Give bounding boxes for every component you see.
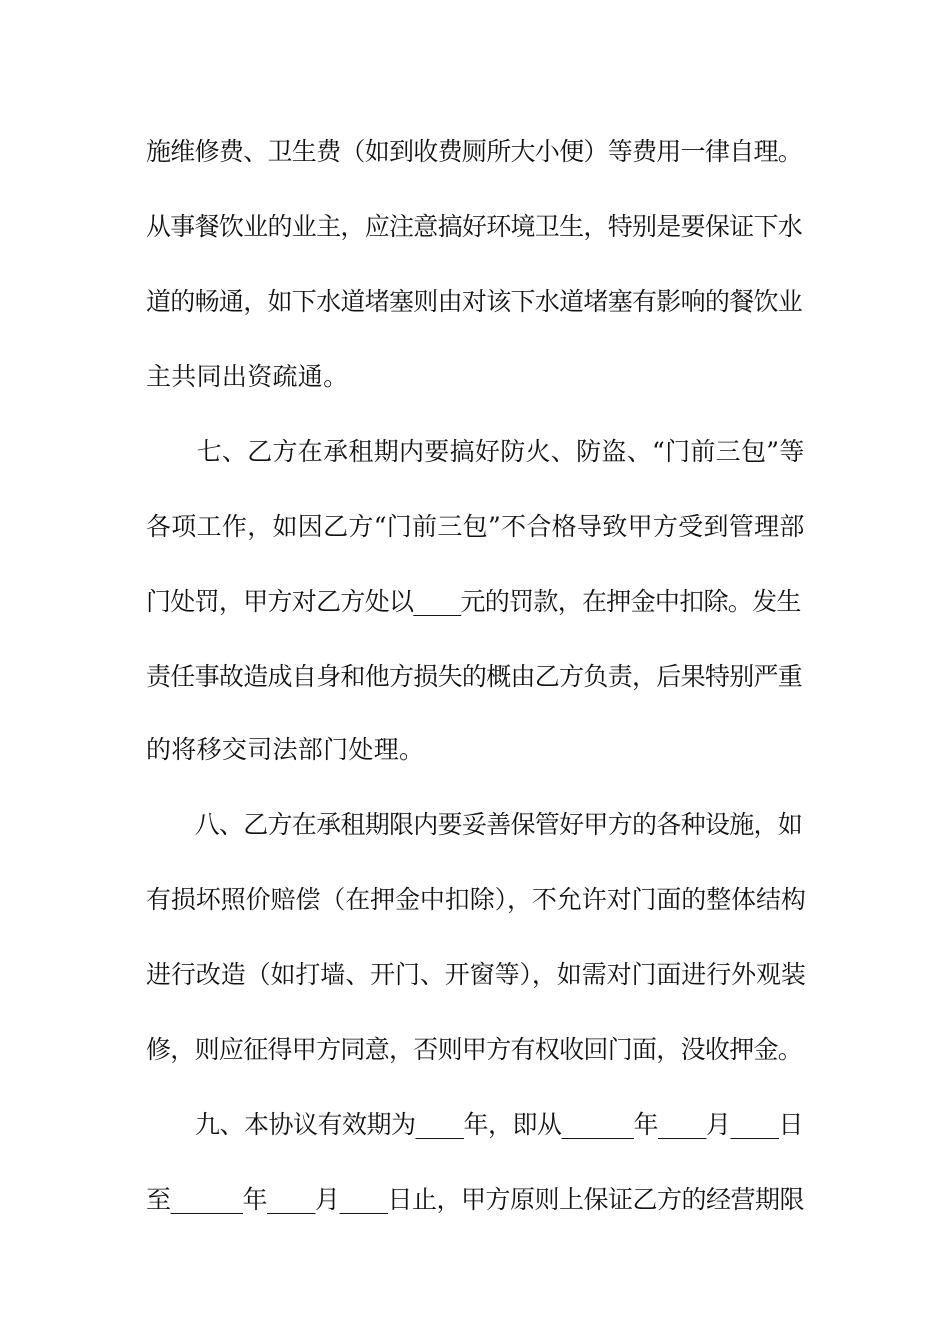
- text-line-1: 施维修费、卫生费（如到收费厕所大小便）等费用一律自理。: [146, 137, 803, 166]
- text-line-5: 七、乙方在承租期内要搞好防火、防盗、“门前三包”等: [146, 437, 805, 466]
- text-line-14: 九、本协议有效期为____年，即从______年____月____日: [146, 1110, 804, 1139]
- text-line-10: 八、乙方在承租期限内要妥善保管好甲方的各种设施，如: [146, 810, 803, 839]
- text-line-8: 责任事故造成自身和他方损失的概由乙方负责，后果特别严重: [146, 662, 803, 691]
- text-line-2: 从事餐饮业的业主，应注意搞好环境卫生，特别是要保证下水: [146, 212, 803, 241]
- text-line-9: 的将移交司法部门处理。: [146, 735, 425, 764]
- text-line-11: 有损坏照价赔偿（在押金中扣除），不允许对门面的整体结构: [146, 885, 806, 914]
- text-line-12: 进行改造（如打墙、开门、开窗等），如需对门面进行外观装: [146, 960, 806, 989]
- text-line-13: 修，则应征得甲方同意，否则甲方有权收回门面，没收押金。: [146, 1035, 803, 1064]
- text-line-4: 主共同出资疏通。: [146, 362, 349, 391]
- text-line-6: 各项工作，如因乙方“门前三包”不合格导致甲方受到管理部: [146, 512, 805, 541]
- text-line-15: 至______年____月____日止，甲方原则上保证乙方的经营期限: [146, 1185, 805, 1214]
- text-line-7: 门处罚，甲方对乙方处以____元的罚款，在押金中扣除。发生: [146, 587, 801, 616]
- text-line-3: 道的畅通，如下水道堵塞则由对该下水道堵塞有影响的餐饮业: [146, 287, 803, 316]
